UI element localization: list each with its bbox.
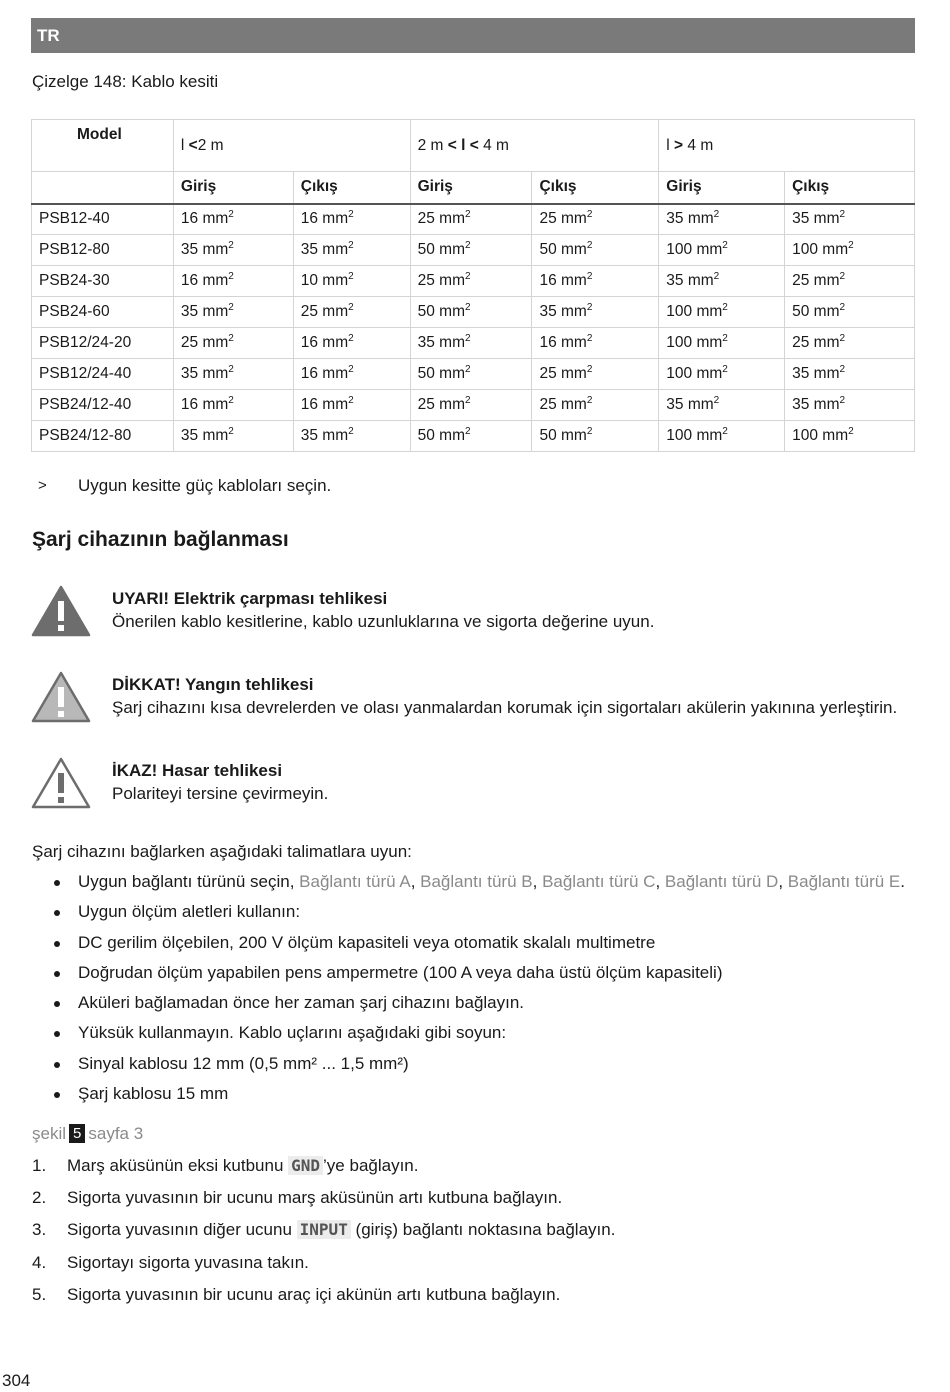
- notice-triangle-icon: [31, 757, 91, 809]
- numbered-steps: [32, 1154, 912, 1315]
- unit-exponent: 2: [228, 364, 234, 375]
- warning-text: Önerilen kablo kesitlerine, kablo uzunluklarına ve sigorta değerine uyun.: [112, 612, 655, 631]
- unit-exponent: 2: [464, 240, 471, 251]
- cell-value: 50 mm: [417, 427, 465, 444]
- unit-exponent: 2: [848, 426, 854, 437]
- cell-value: 25 mm: [539, 210, 587, 228]
- cell-value: 100 mm: [666, 427, 723, 444]
- unit-exponent: 2: [839, 364, 846, 375]
- cell-value: 16 mm: [180, 396, 229, 413]
- group-prefix: l: [180, 136, 189, 154]
- unit-exponent: 2: [848, 240, 854, 251]
- instructions-intro: Şarj cihazını bağlarken aşağıdaki talimatlara uyun:: [32, 842, 412, 861]
- connection-type-link[interactable]: Bağlantı türü E: [787, 872, 901, 891]
- cell-value: 16 mm: [539, 272, 587, 289]
- unit-exponent: 2: [228, 333, 234, 344]
- unit-exponent: 2: [348, 240, 354, 251]
- connection-type-link[interactable]: Bağlantı türü B: [420, 872, 533, 891]
- cross-section-cell: [785, 266, 915, 297]
- cross-section-cell: [173, 297, 293, 328]
- unit-exponent: 2: [464, 302, 471, 313]
- step-text-end: ’ye bağlayın.: [323, 1156, 419, 1175]
- page-number: 304: [2, 1371, 31, 1390]
- cross-section-cell: [173, 390, 293, 421]
- section-title: Şarj cihazının bağlanması: [32, 528, 289, 551]
- cable-cross-section-table: [31, 119, 915, 452]
- unit-exponent: 2: [464, 271, 471, 282]
- cell-value: 50 mm: [417, 303, 465, 320]
- cell-value: 35 mm: [180, 303, 229, 320]
- cell-value: 25 mm: [180, 334, 229, 351]
- cross-section-cell: [410, 297, 532, 328]
- step-text: Sigortayı sigorta yuvasına takın.: [67, 1252, 309, 1272]
- cell-value: 25 mm: [417, 272, 465, 289]
- table-row: [32, 297, 915, 328]
- cross-section-cell: [532, 204, 659, 235]
- connection-type-link[interactable]: Bağlantı türü D: [664, 872, 779, 891]
- cell-value: 35 mm: [180, 427, 229, 444]
- unit-exponent: 2: [586, 302, 593, 313]
- subheader-cell: Çıkış: [532, 172, 659, 204]
- model-cell: PSB24/12-40: [32, 390, 174, 421]
- link-separator: ,: [532, 872, 543, 891]
- cross-section-cell: [659, 235, 785, 266]
- cell-value: 35 mm: [300, 427, 349, 444]
- cross-section-cell: [785, 204, 915, 235]
- cross-section-cell: [659, 359, 785, 390]
- cross-section-cell: [410, 235, 532, 266]
- unit-exponent: 2: [722, 302, 728, 313]
- list-item: Yüksük kullanmayın. Kablo uçlarını aşağıdaki gibi soyun:: [32, 1021, 912, 1051]
- cross-section-cell: [173, 328, 293, 359]
- group-suffix: 4 m: [478, 136, 509, 154]
- cross-section-cell: [293, 390, 410, 421]
- length-group-header: [410, 120, 659, 172]
- cross-section-cell: [293, 266, 410, 297]
- terminal-label: INPUT: [297, 1220, 351, 1239]
- cell-value: 16 mm: [300, 210, 349, 228]
- length-group-header: [659, 120, 915, 172]
- unit-exponent: 2: [464, 364, 471, 375]
- cell-value: 35 mm: [666, 210, 714, 228]
- table-row: [32, 266, 915, 297]
- cross-section-cell: [659, 204, 785, 235]
- unit-exponent: 2: [839, 333, 846, 344]
- cross-section-cell: [785, 359, 915, 390]
- caution-triangle-icon: [31, 671, 91, 723]
- cross-section-cell: [785, 297, 915, 328]
- unit-exponent: 2: [228, 271, 234, 282]
- terminal-label: GND: [288, 1156, 323, 1175]
- step-item: [32, 1218, 912, 1250]
- bullet-text: Uygun bağlantı türünü seçin,: [78, 872, 300, 891]
- cell-value: 100 mm: [792, 241, 849, 258]
- group-prefix: 2 m: [417, 136, 448, 154]
- cross-section-cell: [410, 204, 532, 235]
- table-row: [32, 390, 915, 421]
- cell-value: 100 mm: [666, 303, 723, 320]
- cell-value: 16 mm: [300, 365, 349, 382]
- step-number: 4.: [32, 1252, 47, 1272]
- cross-section-cell: [410, 421, 532, 452]
- cell-value: 100 mm: [666, 334, 723, 351]
- unit-exponent: 2: [839, 209, 846, 221]
- unit-exponent: 2: [228, 209, 234, 221]
- cross-section-cell: [293, 297, 410, 328]
- step-instruction: Uygun kesitte güç kabloları seçin.: [78, 476, 332, 495]
- cell-value: 100 mm: [666, 241, 723, 258]
- cell-value: 50 mm: [417, 241, 465, 258]
- step-text-end: (giriş) bağlantı noktasına bağlayın.: [350, 1220, 616, 1240]
- group-operator: >: [674, 136, 684, 154]
- cell-value: 25 mm: [539, 396, 587, 413]
- cross-section-cell: [173, 421, 293, 452]
- cell-value: 35 mm: [180, 365, 229, 382]
- unit-exponent: 2: [228, 302, 234, 313]
- model-cell: PSB24/12-80: [32, 421, 174, 452]
- language-header-bar: [31, 18, 915, 53]
- cell-value: 35 mm: [666, 272, 714, 289]
- unit-exponent: 2: [586, 271, 593, 282]
- unit-exponent: 2: [348, 271, 354, 282]
- cross-section-cell: [173, 359, 293, 390]
- step-number: 5.: [32, 1284, 47, 1304]
- cross-section-cell: [410, 390, 532, 421]
- cell-value: 50 mm: [539, 241, 587, 258]
- link-separator: ,: [410, 872, 421, 891]
- unit-exponent: 2: [348, 302, 354, 313]
- unit-exponent: 2: [586, 209, 593, 221]
- model-cell: PSB12-80: [32, 235, 174, 266]
- cell-value: 25 mm: [539, 365, 587, 382]
- figure-reference: [32, 1124, 143, 1144]
- instruction-list: [32, 870, 912, 1112]
- step-item: [32, 1251, 912, 1283]
- cross-section-cell: [532, 421, 659, 452]
- subheader-cell: Giriş: [410, 172, 532, 204]
- unit-exponent: 2: [228, 240, 234, 251]
- table-row: [32, 204, 915, 235]
- cell-value: 25 mm: [417, 210, 465, 228]
- step-text: Sigorta yuvasının diğer ucunu: [67, 1220, 297, 1240]
- warning-text: Polariteyi tersine çevirmeyin.: [112, 784, 329, 803]
- length-group-header: [173, 120, 410, 172]
- table-row: [32, 359, 915, 390]
- cell-value: 16 mm: [300, 396, 349, 413]
- unit-exponent: 2: [713, 209, 720, 221]
- cell-value: 16 mm: [539, 334, 587, 351]
- cross-section-cell: [173, 235, 293, 266]
- cross-section-cell: [532, 359, 659, 390]
- unit-exponent: 2: [586, 364, 593, 375]
- cell-value: 25 mm: [792, 334, 840, 351]
- cross-section-cell: [659, 328, 785, 359]
- list-item: Sinyal kablosu 12 mm (0,5 mm² ... 1,5 mm²): [32, 1052, 912, 1082]
- cell-value: 35 mm: [300, 241, 349, 258]
- list-item: Aküleri bağlamadan önce her zaman şarj cihazını bağlayın.: [32, 991, 912, 1021]
- table-caption: Çizelge 148: Kablo kesiti: [32, 72, 219, 91]
- table-subheader-row: [32, 172, 915, 204]
- unit-exponent: 2: [228, 426, 234, 437]
- cross-section-cell: [293, 204, 410, 235]
- subheader-cell: Çıkış: [785, 172, 915, 204]
- figure-prefix: şekil: [32, 1124, 67, 1143]
- empty-header-cell: [32, 172, 174, 204]
- cross-section-cell: [785, 328, 915, 359]
- cross-section-cell: [785, 390, 915, 421]
- cross-section-cell: [293, 359, 410, 390]
- unit-exponent: 2: [722, 426, 728, 437]
- model-cell: PSB24-60: [32, 297, 174, 328]
- model-cell: PSB12/24-20: [32, 328, 174, 359]
- cross-section-cell: [173, 266, 293, 297]
- link-separator: ,: [778, 872, 788, 891]
- cross-section-cell: [410, 328, 532, 359]
- cross-section-cell: [785, 235, 915, 266]
- cross-section-cell: [410, 266, 532, 297]
- unit-exponent: 2: [839, 395, 846, 406]
- cell-value: 35 mm: [180, 241, 229, 258]
- model-cell: PSB12-40: [32, 204, 174, 235]
- unit-exponent: 2: [464, 426, 471, 437]
- unit-exponent: 2: [464, 333, 471, 344]
- cell-value: 35 mm: [792, 210, 840, 228]
- group-operator: < l <: [447, 136, 479, 154]
- cell-value: 16 mm: [180, 272, 229, 289]
- step-item: [32, 1186, 912, 1218]
- cell-value: 16 mm: [300, 334, 349, 351]
- step-text: Marş aküsünün eksi kutbunu: [67, 1156, 289, 1175]
- unit-exponent: 2: [348, 364, 354, 375]
- list-item: Şarj kablosu 15 mm: [32, 1082, 912, 1112]
- subheader-cell: Giriş: [173, 172, 293, 204]
- cell-value: 25 mm: [417, 396, 465, 413]
- cell-value: 50 mm: [792, 303, 840, 320]
- list-item: DC gerilim ölçebilen, 200 V ölçüm kapasiteli veya otomatik skalalı multimetre: [32, 931, 912, 961]
- cell-value: 100 mm: [792, 427, 849, 444]
- cell-value: 10 mm: [300, 272, 349, 289]
- warning-triangle-icon: [31, 585, 91, 637]
- model-header: Model: [32, 120, 174, 172]
- cell-value: 100 mm: [666, 365, 723, 382]
- step-text: Sigorta yuvasının bir ucunu araç içi akünün artı kutbuna bağlayın.: [67, 1284, 561, 1304]
- figure-page: sayfa 3: [88, 1124, 144, 1143]
- unit-exponent: 2: [713, 395, 720, 406]
- cross-section-cell: [659, 266, 785, 297]
- unit-exponent: 2: [839, 271, 846, 282]
- unit-exponent: 2: [586, 240, 593, 251]
- step-marker: >: [38, 477, 47, 494]
- unit-exponent: 2: [839, 302, 846, 313]
- subheader-cell: Giriş: [659, 172, 785, 204]
- cross-section-cell: [293, 328, 410, 359]
- unit-exponent: 2: [348, 395, 354, 406]
- step-item: [32, 1154, 912, 1186]
- link-separator: ,: [655, 872, 665, 891]
- cross-section-cell: [532, 297, 659, 328]
- list-item: Doğrudan ölçüm yapabilen pens ampermetre (100 A veya daha üstü ölçüm kapasiteli): [32, 961, 912, 991]
- step-number: 2.: [32, 1188, 47, 1208]
- cross-section-cell: [659, 390, 785, 421]
- warning-title: DİKKAT! Yangın tehlikesi: [112, 675, 314, 694]
- cell-value: 35 mm: [539, 303, 587, 320]
- unit-exponent: 2: [348, 209, 354, 221]
- warning-title: UYARI! Elektrik çarpması tehlikesi: [112, 589, 388, 608]
- warning-text: Şarj cihazını kısa devrelerden ve olası yanmalardan korumak için sigortaları akülerin yakınına yerleştirin.: [112, 698, 898, 717]
- group-prefix: l: [666, 136, 675, 154]
- cell-value: 35 mm: [792, 365, 840, 382]
- cell-value: 35 mm: [792, 396, 840, 413]
- cross-section-cell: [785, 421, 915, 452]
- cell-value: 35 mm: [417, 334, 465, 351]
- cell-value: 35 mm: [666, 396, 714, 413]
- cross-section-cell: [532, 266, 659, 297]
- step-number: 3.: [32, 1220, 47, 1240]
- unit-exponent: 2: [713, 271, 720, 282]
- step-number: 1.: [32, 1156, 47, 1175]
- unit-exponent: 2: [228, 395, 234, 406]
- cell-value: 50 mm: [417, 365, 465, 382]
- unit-exponent: 2: [722, 240, 728, 251]
- unit-exponent: 2: [586, 426, 593, 437]
- group-operator: <: [188, 136, 198, 154]
- list-item: Uygun ölçüm aletleri kullanın:: [32, 900, 912, 930]
- model-cell: PSB12/24-40: [32, 359, 174, 390]
- subheader-cell: Çıkış: [293, 172, 410, 204]
- unit-exponent: 2: [586, 333, 593, 344]
- warning-title: İKAZ! Hasar tehlikesi: [112, 761, 283, 780]
- table-row: [32, 421, 915, 452]
- unit-exponent: 2: [722, 333, 728, 344]
- cross-section-cell: [659, 421, 785, 452]
- cell-value: 25 mm: [792, 272, 840, 289]
- figure-number-badge: 5: [69, 1124, 85, 1143]
- unit-exponent: 2: [464, 209, 471, 221]
- cell-value: 25 mm: [300, 303, 349, 320]
- unit-exponent: 2: [722, 364, 728, 375]
- cross-section-cell: [532, 235, 659, 266]
- cross-section-cell: [410, 359, 532, 390]
- unit-exponent: 2: [464, 395, 471, 406]
- table-row: [32, 235, 915, 266]
- model-cell: PSB24-30: [32, 266, 174, 297]
- step-text: Sigorta yuvasının bir ucunu marş aküsünün artı kutbuna bağlayın.: [67, 1188, 563, 1208]
- cross-section-cell: [293, 235, 410, 266]
- unit-exponent: 2: [586, 395, 593, 406]
- cross-section-cell: [293, 421, 410, 452]
- cross-section-cell: [532, 390, 659, 421]
- unit-exponent: 2: [348, 426, 354, 437]
- table-header-row: [32, 120, 915, 172]
- link-separator: .: [900, 872, 905, 891]
- table-row: [32, 328, 915, 359]
- cross-section-cell: [659, 297, 785, 328]
- language-label: TR: [37, 26, 60, 45]
- cross-section-cell: [173, 204, 293, 235]
- cell-value: 16 mm: [180, 210, 229, 228]
- list-item: [32, 870, 912, 900]
- connection-type-link[interactable]: Bağlantı türü C: [542, 872, 656, 891]
- unit-exponent: 2: [348, 333, 354, 344]
- group-suffix: 4 m: [683, 136, 714, 154]
- step-item: [32, 1283, 912, 1315]
- group-suffix: 2 m: [197, 136, 224, 154]
- cross-section-cell: [532, 328, 659, 359]
- cell-value: 50 mm: [539, 427, 587, 444]
- connection-type-link[interactable]: Bağlantı türü A: [299, 872, 411, 891]
